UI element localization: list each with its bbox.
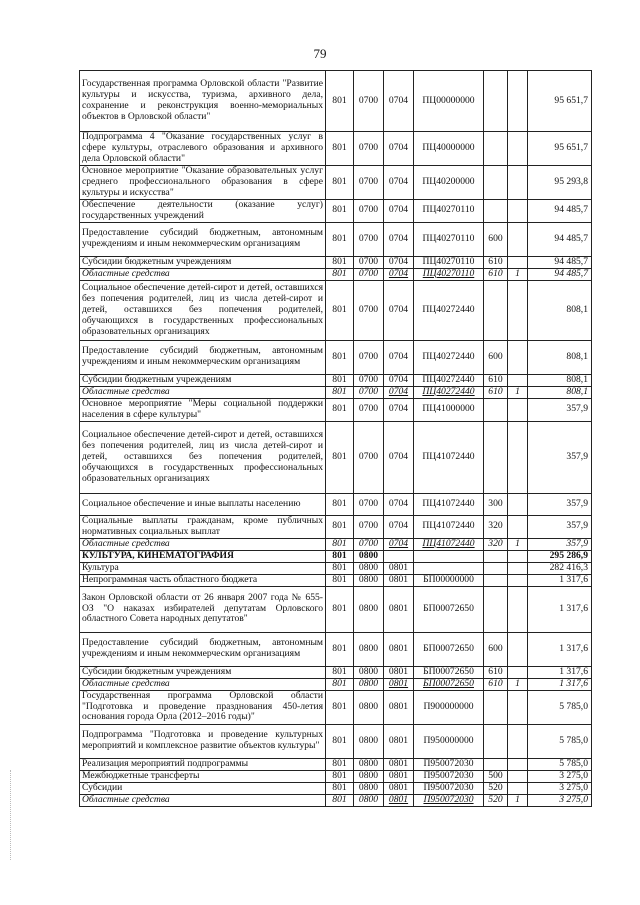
cell-funding-source: 1	[508, 268, 528, 280]
cell-funding-source	[508, 200, 528, 223]
cell-section: 0800	[354, 574, 384, 586]
table-row	[80, 690, 592, 724]
cell-amount: 1 317,6	[528, 632, 592, 666]
cell-section: 0700	[354, 166, 384, 200]
cell-subsection: 0704	[384, 166, 414, 200]
cell-name: Социальные выплаты гражданам, кроме публичных нормативных социальных выплат	[80, 515, 326, 538]
cell-amount: 94 485,7	[528, 200, 592, 223]
cell-subsection: 0704	[384, 268, 414, 280]
cell-name: Областные средства	[80, 268, 326, 280]
cell-expense-type: 610	[484, 386, 508, 398]
cell-name: Межбюджетные трансферты	[80, 770, 326, 782]
cell-expense-type	[484, 586, 508, 632]
cell-subsection: 0801	[384, 770, 414, 782]
cell-section: 0800	[354, 794, 384, 806]
cell-expense-type	[484, 550, 508, 562]
table-row	[80, 200, 592, 223]
cell-subsection: 0704	[384, 222, 414, 256]
cell-name: Обеспечение деятельности (оказание услуг) государственных учреждений	[80, 200, 326, 223]
cell-target-article: ПЦ41000000	[414, 398, 484, 421]
cell-funding-source	[508, 574, 528, 586]
table-row	[80, 340, 592, 374]
cell-expense-type	[484, 280, 508, 340]
cell-expense-type: 320	[484, 538, 508, 550]
cell-subsection: 0801	[384, 782, 414, 794]
cell-expense-type: 500	[484, 770, 508, 782]
table-row	[80, 71, 592, 132]
cell-name: Закон Орловской области от 26 января 2007 года № 655-ОЗ "О наказах избирателей депутатам Орловского областного Совета народных депутатов"	[80, 586, 326, 632]
cell-subsection: 0801	[384, 678, 414, 690]
cell-amount: 808,1	[528, 340, 592, 374]
cell-amount: 808,1	[528, 386, 592, 398]
table-row	[80, 574, 592, 586]
cell-amount: 5 785,0	[528, 758, 592, 770]
cell-funding-source: 1	[508, 386, 528, 398]
cell-admin-code: 801	[326, 678, 354, 690]
cell-subsection: 0801	[384, 586, 414, 632]
cell-target-article	[414, 550, 484, 562]
cell-funding-source	[508, 493, 528, 515]
cell-subsection: 0801	[384, 666, 414, 678]
cell-amount: 95 651,7	[528, 132, 592, 166]
cell-target-article: ПЦ41072440	[414, 421, 484, 493]
table-row	[80, 770, 592, 782]
cell-subsection: 0704	[384, 340, 414, 374]
cell-expense-type	[484, 562, 508, 574]
cell-funding-source	[508, 340, 528, 374]
cell-section: 0800	[354, 632, 384, 666]
cell-subsection: 0704	[384, 515, 414, 538]
cell-subsection: 0801	[384, 574, 414, 586]
cell-name: Культура	[80, 562, 326, 574]
cell-expense-type	[484, 421, 508, 493]
cell-target-article: ПЦ40270110	[414, 256, 484, 268]
table-row	[80, 280, 592, 340]
cell-admin-code: 801	[326, 280, 354, 340]
cell-expense-type	[484, 132, 508, 166]
cell-funding-source	[508, 550, 528, 562]
table-row	[80, 538, 592, 550]
margin-mark	[10, 770, 12, 860]
table-row	[80, 586, 592, 632]
cell-admin-code: 801	[326, 724, 354, 758]
cell-admin-code: 801	[326, 794, 354, 806]
cell-admin-code: 801	[326, 398, 354, 421]
cell-subsection: 0704	[384, 280, 414, 340]
cell-admin-code: 801	[326, 71, 354, 132]
cell-amount: 5 785,0	[528, 690, 592, 724]
cell-amount: 94 485,7	[528, 222, 592, 256]
cell-subsection: 0801	[384, 794, 414, 806]
cell-subsection: 0801	[384, 724, 414, 758]
table-row	[80, 758, 592, 770]
cell-expense-type: 610	[484, 666, 508, 678]
cell-funding-source	[508, 690, 528, 724]
cell-amount: 357,9	[528, 421, 592, 493]
cell-amount: 3 275,0	[528, 782, 592, 794]
table-row	[80, 132, 592, 166]
cell-funding-source	[508, 515, 528, 538]
cell-section: 0800	[354, 666, 384, 678]
cell-target-article: ПЦ40272440	[414, 374, 484, 386]
cell-subsection: 0704	[384, 200, 414, 223]
cell-name: Субсидии бюджетным учреждениям	[80, 666, 326, 678]
cell-subsection: 0704	[384, 421, 414, 493]
cell-name: Субсидии бюджетным учреждениям	[80, 256, 326, 268]
cell-funding-source	[508, 562, 528, 574]
cell-subsection: 0704	[384, 493, 414, 515]
cell-admin-code: 801	[326, 770, 354, 782]
cell-expense-type	[484, 690, 508, 724]
cell-expense-type	[484, 758, 508, 770]
table-row	[80, 398, 592, 421]
cell-funding-source: 1	[508, 538, 528, 550]
cell-name: Подпрограмма 4 "Оказание государственных услуг в сфере культуры, отраслевого образования и архивного дела Орловской области"	[80, 132, 326, 166]
cell-admin-code: 801	[326, 340, 354, 374]
cell-amount: 95 651,7	[528, 71, 592, 132]
table-row	[80, 222, 592, 256]
cell-amount: 1 317,6	[528, 586, 592, 632]
cell-section: 0700	[354, 132, 384, 166]
cell-amount: 808,1	[528, 280, 592, 340]
cell-name: КУЛЬТУРА, КИНЕМАТОГРАФИЯ	[80, 550, 326, 562]
cell-admin-code: 801	[326, 515, 354, 538]
cell-name: Предоставление субсидий бюджетным, автономным учреждениям и иным некоммерческим организациям	[80, 632, 326, 666]
cell-funding-source	[508, 71, 528, 132]
cell-section: 0700	[354, 340, 384, 374]
cell-expense-type: 520	[484, 782, 508, 794]
cell-expense-type	[484, 574, 508, 586]
cell-admin-code: 801	[326, 586, 354, 632]
cell-target-article: П950072030	[414, 782, 484, 794]
cell-name: Предоставление субсидий бюджетным, автономным учреждениям и иным некоммерческим организациям	[80, 222, 326, 256]
cell-admin-code: 801	[326, 421, 354, 493]
cell-admin-code: 801	[326, 782, 354, 794]
cell-target-article: БП00072650	[414, 678, 484, 690]
cell-section: 0700	[354, 71, 384, 132]
cell-admin-code: 801	[326, 538, 354, 550]
cell-section: 0800	[354, 782, 384, 794]
cell-subsection: 0704	[384, 374, 414, 386]
cell-section: 0700	[354, 421, 384, 493]
cell-funding-source	[508, 132, 528, 166]
cell-expense-type	[484, 398, 508, 421]
cell-expense-type	[484, 166, 508, 200]
cell-target-article: ПЦ40200000	[414, 166, 484, 200]
table-row	[80, 493, 592, 515]
cell-name: Областные средства	[80, 386, 326, 398]
cell-section: 0800	[354, 550, 384, 562]
cell-admin-code: 801	[326, 758, 354, 770]
cell-expense-type: 320	[484, 515, 508, 538]
cell-funding-source	[508, 280, 528, 340]
cell-section: 0700	[354, 493, 384, 515]
cell-funding-source	[508, 166, 528, 200]
cell-funding-source	[508, 421, 528, 493]
cell-section: 0700	[354, 398, 384, 421]
cell-section: 0700	[354, 515, 384, 538]
cell-funding-source	[508, 782, 528, 794]
cell-admin-code: 801	[326, 386, 354, 398]
cell-name: Государственная программа Орловской области "Подготовка и проведение празднования 450-летия основания города Орла (2012–2016 годы)"	[80, 690, 326, 724]
cell-target-article: БП00000000	[414, 574, 484, 586]
table-row	[80, 678, 592, 690]
cell-funding-source	[508, 586, 528, 632]
cell-amount: 1 317,6	[528, 574, 592, 586]
cell-section: 0800	[354, 678, 384, 690]
cell-name: Непрограммная часть областного бюджета	[80, 574, 326, 586]
cell-section: 0700	[354, 222, 384, 256]
cell-name: Областные средства	[80, 538, 326, 550]
cell-funding-source	[508, 724, 528, 758]
table-row	[80, 256, 592, 268]
cell-admin-code: 801	[326, 562, 354, 574]
cell-amount: 1 317,6	[528, 666, 592, 678]
cell-expense-type: 600	[484, 222, 508, 256]
cell-section: 0700	[354, 268, 384, 280]
table-row	[80, 794, 592, 806]
cell-target-article: ПЦ41072440	[414, 493, 484, 515]
cell-subsection: 0704	[384, 256, 414, 268]
cell-admin-code: 801	[326, 690, 354, 724]
cell-admin-code: 801	[326, 374, 354, 386]
cell-admin-code: 801	[326, 166, 354, 200]
cell-section: 0700	[354, 374, 384, 386]
cell-amount: 94 485,7	[528, 256, 592, 268]
cell-expense-type	[484, 724, 508, 758]
cell-amount: 5 785,0	[528, 724, 592, 758]
cell-amount: 357,9	[528, 515, 592, 538]
cell-funding-source	[508, 758, 528, 770]
cell-expense-type	[484, 71, 508, 132]
table-row	[80, 724, 592, 758]
cell-subsection: 0801	[384, 562, 414, 574]
cell-amount: 94 485,7	[528, 268, 592, 280]
table-row	[80, 515, 592, 538]
cell-target-article: ПЦ40270110	[414, 222, 484, 256]
cell-name: Субсидии	[80, 782, 326, 794]
cell-target-article: ПЦ40272440	[414, 280, 484, 340]
cell-name: Субсидии бюджетным учреждениям	[80, 374, 326, 386]
cell-subsection: 0704	[384, 398, 414, 421]
cell-funding-source	[508, 770, 528, 782]
table-row	[80, 632, 592, 666]
table-row	[80, 386, 592, 398]
cell-section: 0700	[354, 200, 384, 223]
cell-section: 0700	[354, 386, 384, 398]
cell-section: 0700	[354, 280, 384, 340]
cell-admin-code: 801	[326, 268, 354, 280]
cell-target-article: ПЦ41072440	[414, 515, 484, 538]
cell-section: 0700	[354, 538, 384, 550]
cell-name: Социальное обеспечение детей-сирот и детей, оставшихся без попечения родителей, лиц из числа детей-сирот и детей, оставшихся без попечения родителей, обучающихся в государственных профессиональных образовательных организациях	[80, 421, 326, 493]
cell-section: 0800	[354, 586, 384, 632]
cell-admin-code: 801	[326, 222, 354, 256]
cell-name: Основное мероприятие "Меры социальной поддержки населения в сфере культуры"	[80, 398, 326, 421]
cell-funding-source	[508, 256, 528, 268]
cell-target-article: ПЦ40000000	[414, 132, 484, 166]
cell-target-article: БП00072650	[414, 632, 484, 666]
cell-section: 0800	[354, 690, 384, 724]
cell-subsection	[384, 550, 414, 562]
cell-admin-code: 801	[326, 550, 354, 562]
cell-target-article: ПЦ40272440	[414, 340, 484, 374]
cell-name: Областные средства	[80, 678, 326, 690]
table-row	[80, 421, 592, 493]
cell-target-article: П950072030	[414, 758, 484, 770]
cell-target-article: БП00072650	[414, 666, 484, 678]
cell-admin-code: 801	[326, 200, 354, 223]
cell-admin-code: 801	[326, 574, 354, 586]
table-row	[80, 374, 592, 386]
cell-expense-type: 610	[484, 256, 508, 268]
cell-section: 0800	[354, 758, 384, 770]
cell-admin-code: 801	[326, 256, 354, 268]
cell-funding-source	[508, 398, 528, 421]
cell-expense-type: 610	[484, 678, 508, 690]
table-row	[80, 562, 592, 574]
cell-funding-source: 1	[508, 794, 528, 806]
cell-subsection: 0801	[384, 690, 414, 724]
cell-target-article: ПЦ40270110	[414, 268, 484, 280]
cell-admin-code: 801	[326, 132, 354, 166]
cell-section: 0700	[354, 256, 384, 268]
cell-target-article: П900000000	[414, 690, 484, 724]
cell-subsection: 0704	[384, 386, 414, 398]
cell-name: Областные средства	[80, 794, 326, 806]
cell-amount: 3 275,0	[528, 794, 592, 806]
cell-target-article: П950072030	[414, 794, 484, 806]
cell-amount: 295 286,9	[528, 550, 592, 562]
page-number: 79	[313, 46, 327, 61]
cell-expense-type: 610	[484, 374, 508, 386]
cell-section: 0800	[354, 724, 384, 758]
table-row	[80, 550, 592, 562]
cell-subsection: 0801	[384, 758, 414, 770]
cell-expense-type: 610	[484, 268, 508, 280]
cell-funding-source	[508, 632, 528, 666]
table-row	[80, 166, 592, 200]
cell-target-article: ПЦ40272440	[414, 386, 484, 398]
cell-section: 0800	[354, 770, 384, 782]
cell-section: 0800	[354, 562, 384, 574]
table-row	[80, 782, 592, 794]
cell-expense-type: 600	[484, 340, 508, 374]
cell-name: Предоставление субсидий бюджетным, автономным учреждениям и иным некоммерческим организациям	[80, 340, 326, 374]
cell-name: Подпрограмма "Подготовка и проведение культурных мероприятий и комплексное развитие объектов культуры"	[80, 724, 326, 758]
cell-amount: 3 275,0	[528, 770, 592, 782]
budget-table	[79, 70, 592, 807]
table-row	[80, 666, 592, 678]
cell-amount: 357,9	[528, 398, 592, 421]
table-row	[80, 268, 592, 280]
cell-amount: 357,9	[528, 538, 592, 550]
cell-admin-code: 801	[326, 493, 354, 515]
cell-target-article: БП00072650	[414, 586, 484, 632]
cell-target-article: ПЦ41072440	[414, 538, 484, 550]
cell-subsection: 0801	[384, 632, 414, 666]
cell-name: Основное мероприятие "Оказание образовательных услуг среднего профессионального образования в сфере культуры и искусства"	[80, 166, 326, 200]
cell-amount: 282 416,3	[528, 562, 592, 574]
cell-target-article: ПЦ00000000	[414, 71, 484, 132]
cell-name: Социальное обеспечение детей-сирот и детей, оставшихся без попечения родителей, лиц из числа детей-сирот и детей, оставшихся без попечения родителей, обучающихся в государственных профессиональных образовательных организациях	[80, 280, 326, 340]
cell-admin-code: 801	[326, 666, 354, 678]
cell-subsection: 0704	[384, 132, 414, 166]
cell-target-article: ПЦ40270110	[414, 200, 484, 223]
cell-target-article: П950072030	[414, 770, 484, 782]
cell-funding-source	[508, 374, 528, 386]
cell-amount: 357,9	[528, 493, 592, 515]
cell-subsection: 0704	[384, 71, 414, 132]
cell-target-article: П950000000	[414, 724, 484, 758]
cell-funding-source: 1	[508, 678, 528, 690]
cell-subsection: 0704	[384, 538, 414, 550]
cell-admin-code: 801	[326, 632, 354, 666]
cell-expense-type: 300	[484, 493, 508, 515]
cell-expense-type: 600	[484, 632, 508, 666]
cell-expense-type: 520	[484, 794, 508, 806]
cell-expense-type	[484, 200, 508, 223]
cell-amount: 1 317,6	[528, 678, 592, 690]
cell-funding-source	[508, 222, 528, 256]
cell-name: Социальное обеспечение и иные выплаты населению	[80, 493, 326, 515]
cell-name: Реализация мероприятий подпрограммы	[80, 758, 326, 770]
cell-amount: 95 293,8	[528, 166, 592, 200]
cell-amount: 808,1	[528, 374, 592, 386]
cell-name: Государственная программа Орловской области "Развитие культуры и искусства, туризма, архивного дела, сохранение и реконструкция военно-мемориальных объектов в Орловской области"	[80, 71, 326, 132]
cell-funding-source	[508, 666, 528, 678]
cell-target-article	[414, 562, 484, 574]
